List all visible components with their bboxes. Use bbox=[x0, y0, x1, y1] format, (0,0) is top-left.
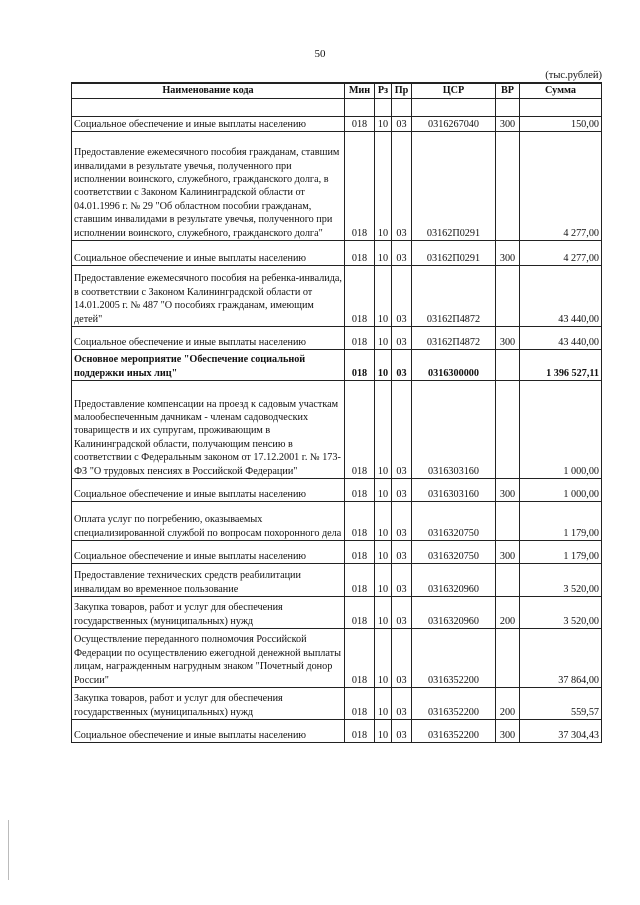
row-sum: 4 277,00 bbox=[520, 132, 602, 241]
row-rz: 10 bbox=[375, 350, 392, 381]
column-header-csr: ЦСР bbox=[412, 83, 496, 99]
row-csr: 0316300000 bbox=[412, 350, 496, 381]
row-vr: 200 bbox=[496, 688, 520, 720]
row-csr: 0316320960 bbox=[412, 564, 496, 597]
row-name: Закупка товаров, работ и услуг для обеспечения государственных (муниципальных) нужд bbox=[72, 688, 345, 720]
row-csr: 0316320750 bbox=[412, 541, 496, 564]
row-sum: 43 440,00 bbox=[520, 266, 602, 327]
row-sum: 559,57 bbox=[520, 688, 602, 720]
row-rz: 10 bbox=[375, 541, 392, 564]
row-vr: 200 bbox=[496, 597, 520, 629]
row-sum: 3 520,00 bbox=[520, 597, 602, 629]
row-vr bbox=[496, 502, 520, 541]
row-rz: 10 bbox=[375, 327, 392, 350]
table-row bbox=[72, 502, 602, 541]
table-row bbox=[72, 688, 602, 720]
row-vr: 300 bbox=[496, 479, 520, 502]
row-vr bbox=[496, 564, 520, 597]
row-name: Социальное обеспечение и иные выплаты населению bbox=[72, 479, 345, 502]
table-row bbox=[72, 597, 602, 629]
row-name: Социальное обеспечение и иные выплаты населению bbox=[72, 241, 345, 266]
budget-table bbox=[71, 82, 602, 743]
page-number: 50 bbox=[314, 48, 326, 60]
row-sum: 37 304,43 bbox=[520, 720, 602, 743]
row-pr: 03 bbox=[392, 720, 412, 743]
table-row bbox=[72, 720, 602, 743]
column-header-pr: Пр bbox=[392, 83, 412, 99]
row-pr: 03 bbox=[392, 350, 412, 381]
row-pr: 03 bbox=[392, 479, 412, 502]
row-name: Социальное обеспечение и иные выплаты населению bbox=[72, 720, 345, 743]
row-sum: 4 277,00 bbox=[520, 241, 602, 266]
row-csr: 0316352200 bbox=[412, 688, 496, 720]
row-vr bbox=[496, 266, 520, 327]
row-sum bbox=[520, 99, 602, 117]
row-sum: 1 000,00 bbox=[520, 479, 602, 502]
table-row bbox=[72, 117, 602, 132]
row-pr: 03 bbox=[392, 381, 412, 479]
row-min: 018 bbox=[345, 502, 375, 541]
row-csr: 0316352200 bbox=[412, 720, 496, 743]
row-name: Оплата услуг по погребению, оказываемых специализированной службой по вопросам похоронного дела bbox=[72, 502, 345, 541]
row-pr: 03 bbox=[392, 327, 412, 350]
row-min: 018 bbox=[345, 720, 375, 743]
row-sum: 37 864,00 bbox=[520, 629, 602, 688]
row-name bbox=[72, 99, 345, 117]
row-csr: 0316303160 bbox=[412, 479, 496, 502]
row-csr: 03162П4872 bbox=[412, 266, 496, 327]
row-rz: 10 bbox=[375, 629, 392, 688]
row-csr: 0316267040 bbox=[412, 117, 496, 132]
row-rz: 10 bbox=[375, 132, 392, 241]
row-sum: 1 179,00 bbox=[520, 541, 602, 564]
row-rz bbox=[375, 99, 392, 117]
column-header-sum: Сумма bbox=[520, 83, 602, 99]
row-vr: 300 bbox=[496, 327, 520, 350]
table-row bbox=[72, 132, 602, 241]
row-csr: 03162П0291 bbox=[412, 132, 496, 241]
row-min: 018 bbox=[345, 241, 375, 266]
row-pr: 03 bbox=[392, 502, 412, 541]
row-csr: 0316320960 bbox=[412, 597, 496, 629]
column-header-vr: ВР bbox=[496, 83, 520, 99]
row-min: 018 bbox=[345, 117, 375, 132]
row-rz: 10 bbox=[375, 241, 392, 266]
table-row bbox=[72, 629, 602, 688]
row-vr bbox=[496, 132, 520, 241]
row-name: Предоставление компенсации на проезд к садовым участкам малообеспеченным дачникам - членам садоводческих товариществ и их супругам, проживающим в Калининградской области, получающим пенсию в соответствии с Федеральным законом от 17.12.2001 г. № 173-ФЗ "О трудовых пенсиях в Российской Федерации" bbox=[72, 381, 345, 479]
table-header-row bbox=[72, 83, 602, 99]
row-pr: 03 bbox=[392, 564, 412, 597]
row-pr: 03 bbox=[392, 629, 412, 688]
row-pr: 03 bbox=[392, 241, 412, 266]
row-vr bbox=[496, 350, 520, 381]
row-name: Социальное обеспечение и иные выплаты населению bbox=[72, 117, 345, 132]
row-name: Социальное обеспечение и иные выплаты населению bbox=[72, 541, 345, 564]
table-row bbox=[72, 99, 602, 117]
row-min: 018 bbox=[345, 597, 375, 629]
row-rz: 10 bbox=[375, 597, 392, 629]
row-name: Осуществление переданного полномочия Российской Федерации по осуществлению ежегодной денежной выплаты лицам, награжденным нагрудным знаком "Почетный донор России" bbox=[72, 629, 345, 688]
row-sum: 3 520,00 bbox=[520, 564, 602, 597]
column-header-rz: Рз bbox=[375, 83, 392, 99]
row-sum: 1 396 527,11 bbox=[520, 350, 602, 381]
row-name: Предоставление технических средств реабилитации инвалидам во временное пользование bbox=[72, 564, 345, 597]
row-pr: 03 bbox=[392, 541, 412, 564]
row-vr: 300 bbox=[496, 720, 520, 743]
row-pr bbox=[392, 99, 412, 117]
row-name: Социальное обеспечение и иные выплаты населению bbox=[72, 327, 345, 350]
table-row bbox=[72, 266, 602, 327]
table-row bbox=[72, 350, 602, 381]
row-rz: 10 bbox=[375, 688, 392, 720]
table-row bbox=[72, 564, 602, 597]
row-vr bbox=[496, 99, 520, 117]
row-csr bbox=[412, 99, 496, 117]
row-pr: 03 bbox=[392, 597, 412, 629]
row-rz: 10 bbox=[375, 720, 392, 743]
table-row bbox=[72, 541, 602, 564]
row-min bbox=[345, 99, 375, 117]
row-csr: 0316320750 bbox=[412, 502, 496, 541]
row-min: 018 bbox=[345, 350, 375, 381]
row-csr: 03162П4872 bbox=[412, 327, 496, 350]
column-header-min: Мин bbox=[345, 83, 375, 99]
row-csr: 03162П0291 bbox=[412, 241, 496, 266]
column-header-name: Наименование кода bbox=[72, 83, 345, 99]
row-csr: 0316352200 bbox=[412, 629, 496, 688]
table-row bbox=[72, 479, 602, 502]
row-name: Предоставление ежемесячного пособия на ребенка-инвалида, в соответствии с Законом Калининградской области от 14.01.2005 г. № 487 "О пособиях гражданам, имеющим детей" bbox=[72, 266, 345, 327]
row-min: 018 bbox=[345, 629, 375, 688]
row-vr bbox=[496, 629, 520, 688]
row-sum: 150,00 bbox=[520, 117, 602, 132]
row-min: 018 bbox=[345, 132, 375, 241]
row-vr bbox=[496, 381, 520, 479]
table-row bbox=[72, 327, 602, 350]
row-min: 018 bbox=[345, 327, 375, 350]
row-rz: 10 bbox=[375, 381, 392, 479]
row-min: 018 bbox=[345, 266, 375, 327]
row-name: Основное мероприятие "Обеспечение социальной поддержки иных лиц" bbox=[72, 350, 345, 381]
row-vr: 300 bbox=[496, 241, 520, 266]
row-rz: 10 bbox=[375, 502, 392, 541]
row-vr: 300 bbox=[496, 117, 520, 132]
row-pr: 03 bbox=[392, 132, 412, 241]
row-rz: 10 bbox=[375, 564, 392, 597]
row-min: 018 bbox=[345, 381, 375, 479]
row-csr: 0316303160 bbox=[412, 381, 496, 479]
row-min: 018 bbox=[345, 479, 375, 502]
row-min: 018 bbox=[345, 564, 375, 597]
row-vr: 300 bbox=[496, 541, 520, 564]
table-row bbox=[72, 241, 602, 266]
row-min: 018 bbox=[345, 541, 375, 564]
row-sum: 43 440,00 bbox=[520, 327, 602, 350]
row-name: Закупка товаров, работ и услуг для обеспечения государственных (муниципальных) нужд bbox=[72, 597, 345, 629]
row-pr: 03 bbox=[392, 117, 412, 132]
row-sum: 1 000,00 bbox=[520, 381, 602, 479]
row-rz: 10 bbox=[375, 117, 392, 132]
row-min: 018 bbox=[345, 688, 375, 720]
row-rz: 10 bbox=[375, 266, 392, 327]
row-rz: 10 bbox=[375, 479, 392, 502]
row-pr: 03 bbox=[392, 688, 412, 720]
row-name: Предоставление ежемесячного пособия гражданам, ставшим инвалидами в результате увечья, полученного при исполнении воинского, служебного, гражданского долга, в соответствии с Законом Калининградской области от 04.01.1996 г. № 29 "Об областном пособии гражданам, ставшим инвалидами в результате увечья, полученного при исполнении воинского, служебного, гражданского долга" bbox=[72, 132, 345, 241]
row-pr: 03 bbox=[392, 266, 412, 327]
units-label: (тыс.рублей) bbox=[545, 70, 602, 81]
row-sum: 1 179,00 bbox=[520, 502, 602, 541]
margin-mark bbox=[8, 820, 9, 880]
table-row bbox=[72, 381, 602, 479]
